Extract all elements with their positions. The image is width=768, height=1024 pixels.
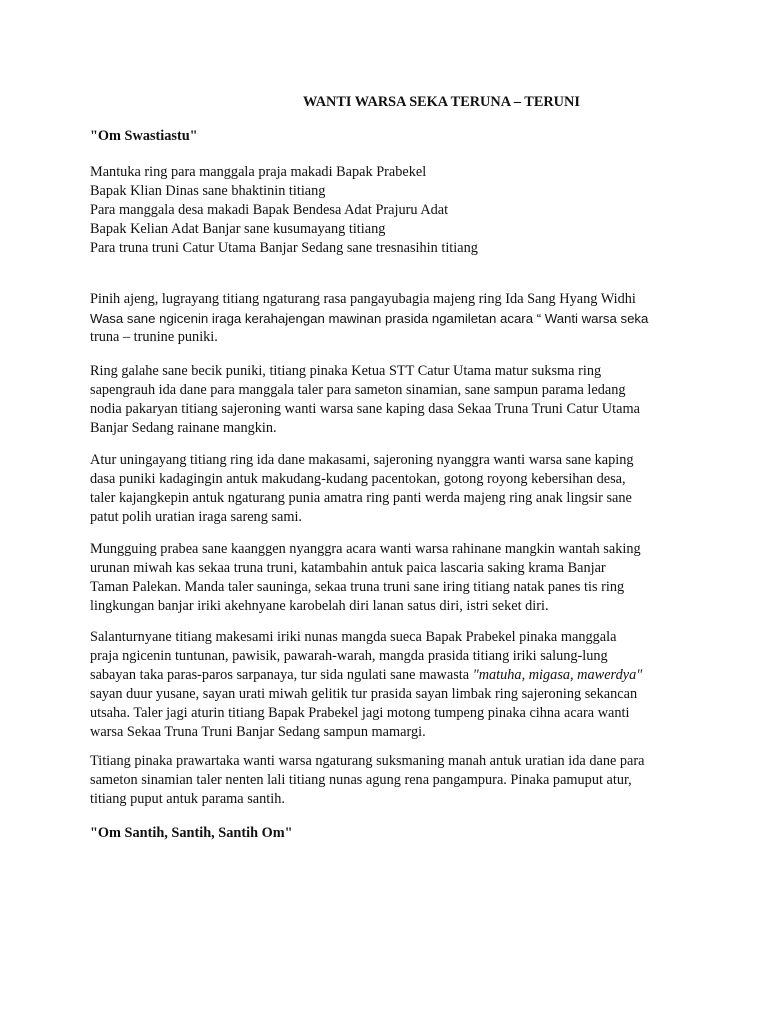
paragraph-line: Taman Palekan. Manda taler sauninga, sekaa truna truni sane iring titiang natak panes tis ring	[90, 579, 625, 595]
paragraph-closing	[90, 752, 690, 809]
paragraph-line: sayan duur yusane, sayan urati miwah gelitik tur prasida sayan limbak ring sajeroning sekancan	[90, 686, 638, 702]
paragraph-gratitude	[90, 362, 690, 438]
paragraph-line: Atur uningayang titiang ring ida dane makasami, sajeroning nyanggra wanti warsa sane kaping	[90, 452, 634, 468]
paragraph-line: nodia pakaryan titiang sajeroning wanti warsa sane kaping dasa Sekaa Truna Truni Catur Utama	[90, 401, 640, 417]
paragraph-line: Titiang pinaka prawartaka wanti warsa ngaturang suksmaning manah antuk uratian ida dane para	[90, 753, 645, 769]
paragraph-line: dasa puniki kadagingin antuk makudang-kudang pacentokan, gotong royong kebersihan desa,	[90, 471, 626, 487]
paragraph-line-mixed	[90, 666, 690, 685]
greeting: "Om Swastiastu"	[90, 128, 198, 144]
paragraph-line: truna – trunine puniki.	[90, 329, 218, 345]
salutation-line: Para truna truni Catur Utama Banjar Sedang sane tresnasihin titiang	[90, 240, 478, 256]
paragraph-request	[90, 628, 690, 742]
paragraph-line: Mungguing prabea sane kaanggen nyanggra acara wanti warsa rahinane mangkin wantah saking	[90, 541, 641, 557]
salutation-line: Mantuka ring para manggala praja makadi Bapak Prabekel	[90, 164, 427, 180]
paragraph-activities	[90, 451, 690, 527]
paragraph-line: praja ngicenin tuntunan, pawisik, pawarah-warah, mangda prasida titiang iriki salung-lung	[90, 648, 608, 664]
paragraph-line: patut polih uratian iraga sareng sami.	[90, 509, 303, 525]
paragraph-line: Wasa sane ngicenin iraga kerahajengan mawinan prasida ngamiletan acara “ Wanti warsa seka	[90, 311, 649, 326]
paragraph-line: Ring galahe sane becik puniki, titiang pinaka Ketua STT Catur Utama matur suksma ring	[90, 363, 602, 379]
paragraph-line: utsaha. Taler jagi aturin titiang Bapak Prabekel jagi motong tumpeng pinaka cihna acara wanti	[90, 705, 630, 721]
paragraph-line: urunan miwah kas sekaa truna truni, katambahin antuk paica lascaria saking krama Banjar	[90, 560, 606, 576]
paragraph-funding	[90, 540, 690, 616]
salutation-line: Para manggala desa makadi Bapak Bendesa Adat Prajuru Adat	[90, 202, 449, 218]
document-title: WANTI WARSA SEKA TERUNA – TERUNI	[303, 94, 580, 110]
paragraph-line: sameton sinamian taler nenten lali titiang nunas agung rena pangampura. Pinaka pamuput atur,	[90, 772, 632, 788]
italic-phrase: "matuha, migasa, mawerdya"	[472, 667, 643, 683]
paragraph-line: Banjar Sedang rainane mangkin.	[90, 420, 277, 436]
paragraph-line: taler kajangkepin antuk ngaturang punia amatra ring panti werda majeng ring anak lingsir sane	[90, 490, 632, 506]
closing-greeting: "Om Santih, Santih, Santih Om"	[90, 825, 293, 841]
paragraph-line: lingkungan banjar iriki akehnyane karobelah diri lanan satus diri, istri seket diri.	[90, 598, 549, 614]
paragraph-line: titiang puput antuk parama santih.	[90, 791, 285, 807]
salutations-list	[90, 163, 690, 258]
paragraph-line: sapengrauh ida dane para manggala taler para sameton sinamian, sane sampun parama ledang	[90, 382, 626, 398]
paragraph-line: warsa Sekaa Truna Truni Banjar Sedang sampun mamargi.	[90, 724, 426, 740]
salutation-line: Bapak Klian Dinas sane bhaktinin titiang	[90, 183, 326, 199]
paragraph-opening	[90, 290, 690, 347]
paragraph-line: Pinih ajeng, lugrayang titiang ngaturang rasa pangayubagia majeng ring Ida Sang Hyang Widhi	[90, 291, 636, 307]
paragraph-line: Salanturnyane titiang makesami iriki nunas mangda sueca Bapak Prabekel pinaka manggala	[90, 629, 617, 645]
salutation-line: Bapak Kelian Adat Banjar sane kusumayang titiang	[90, 221, 386, 237]
paragraph-text: sabayan taka paras-paros sarpanaya, tur sida ngulati sane mawasta	[90, 667, 473, 683]
